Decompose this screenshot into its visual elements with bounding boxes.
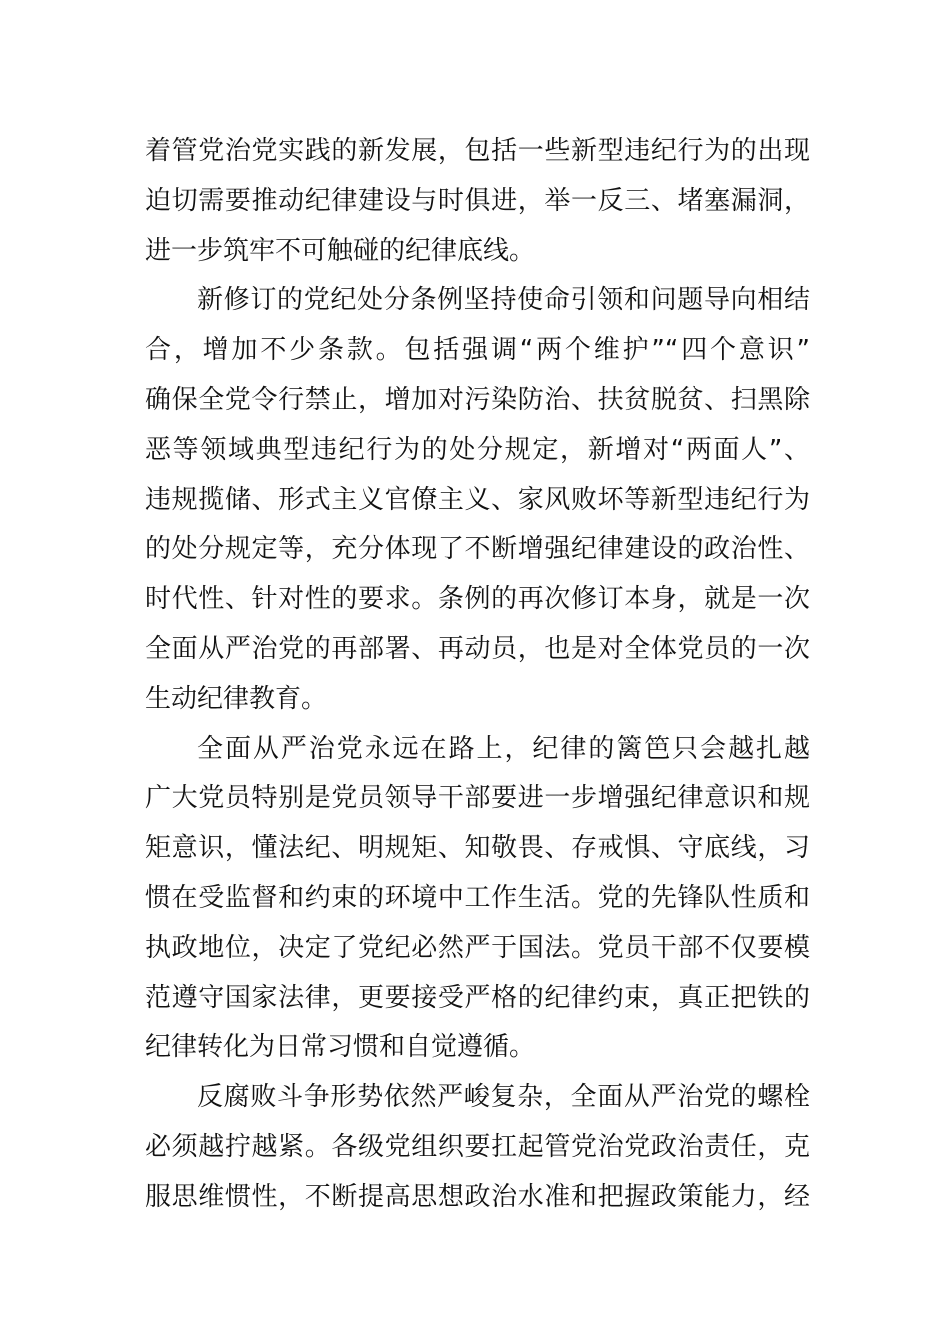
text-line: 恶等领域典型违纪行为的处分规定，新增对“两面人”、 (145, 434, 810, 465)
text-line: 范遵守国家法律，更要接受严格的纪律约束，真正把铁的 (145, 982, 810, 1013)
text-line: 时代性、针对性的要求。条例的再次修订本身，就是一次 (145, 584, 810, 615)
text-line: 惯在受监督和约束的环境中工作生活。党的先锋队性质和 (145, 882, 810, 913)
text-line: 进一步筑牢不可触碰的纪律底线。 (145, 235, 536, 266)
text-line: 合，增加不少条款。包括强调“两个维护”“四个意识” (145, 335, 810, 366)
text-line: 的处分规定等，充分体现了不断增强纪律建设的政治性、 (145, 534, 810, 565)
text-line: 违规揽储、形式主义官僚主义、家风败坏等新型违纪行为 (145, 484, 810, 515)
document-body (145, 127, 810, 1223)
text-line: 全面从严治党的再部署、再动员，也是对全体党员的一次 (145, 633, 810, 664)
text-line: 纪律转化为日常习惯和自觉遵循。 (145, 1032, 536, 1063)
text-line: 迫切需要推动纪律建设与时俱进，举一反三、堵塞漏洞， (145, 185, 810, 216)
text-line: 执政地位，决定了党纪必然严于国法。党员干部不仅要模 (145, 932, 810, 963)
text-line: 生动纪律教育。 (145, 683, 328, 714)
text-line: 矩意识，懂法纪、明规矩、知敬畏、存戒惧、守底线，习 (145, 833, 810, 864)
text-line: 着管党治党实践的新发展，包括一些新型违纪行为的出现 (145, 136, 810, 166)
text-line: 新修订的党纪处分条例坚持使命引领和问题导向相结 (197, 285, 810, 316)
text-line: 服思维惯性，不断提高思想政治水准和把握政策能力，经 (145, 1181, 810, 1212)
text-line: 广大党员特别是党员领导干部要进一步增强纪律意识和规 (145, 783, 810, 814)
text-line: 必须越拧越紧。各级党组织要扛起管党治党政治责任，克 (145, 1131, 810, 1162)
text-line: 确保全党令行禁止，增加对污染防治、扶贫脱贫、扫黑除 (145, 384, 810, 415)
text-line: 反腐败斗争形势依然严峻复杂，全面从严治党的螺栓 (197, 1082, 810, 1113)
text-line: 全面从严治党永远在路上，纪律的篱笆只会越扎越 (197, 733, 810, 764)
